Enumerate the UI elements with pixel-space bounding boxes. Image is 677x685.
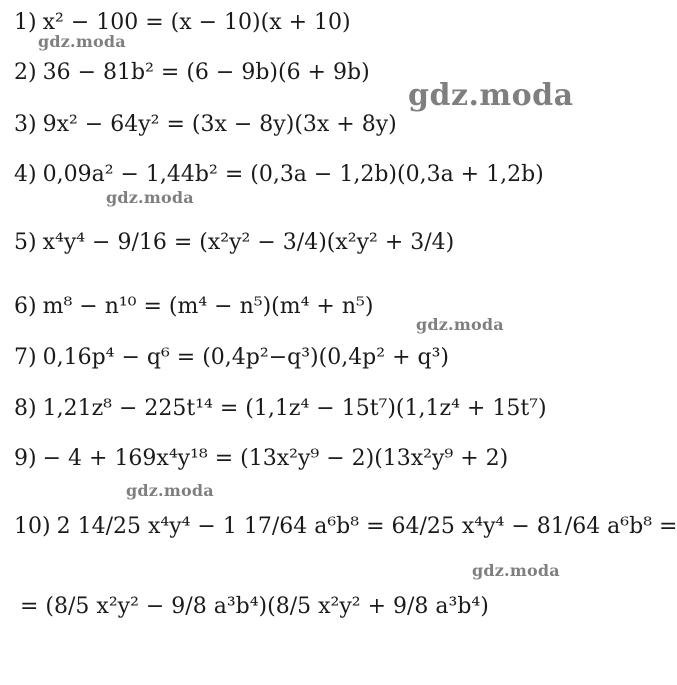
exercise-line-2 [14, 58, 370, 88]
exercise-line-5 [14, 228, 454, 258]
exercise-expression: 2 14/25 x⁴y⁴ − 1 17/64 a⁶b⁸ = 64/25 x⁴y⁴ − 81/64 a⁶b⁸ = [56, 514, 677, 539]
exercise-line-10-continuation [14, 592, 489, 622]
exercise-expression: − 4 + 169x⁴y¹⁸ = (13x²y⁹ − 2)(13x²y⁹ + 2) [42, 446, 509, 471]
exercise-expression: 36 − 81b² = (6 − 9b)(6 + 9b) [42, 60, 370, 85]
exercise-number: 1) [14, 10, 37, 35]
exercise-line-9 [14, 444, 508, 474]
exercise-number: 8) [14, 396, 37, 421]
exercise-expression: x² − 100 = (x − 10)(x + 10) [42, 10, 351, 35]
exercise-line-8 [14, 394, 547, 424]
exercise-expression: m⁸ − n¹⁰ = (m⁴ − n⁵)(m⁴ + n⁵) [42, 294, 374, 319]
exercise-expression: 1,21z⁸ − 225t¹⁴ = (1,1z⁴ − 15t⁷)(1,1z⁴ + 15t⁷) [42, 396, 547, 421]
exercise-number: 7) [14, 345, 37, 370]
exercise-number: 4) [14, 162, 37, 187]
watermark: gdz.moda [416, 315, 504, 334]
exercise-number: 5) [14, 230, 37, 255]
exercise-expression: = (8/5 x²y² − 9/8 a³b⁴)(8/5 x²y² + 9/8 a³b⁴) [20, 594, 489, 619]
exercise-number: 9) [14, 446, 37, 471]
watermark: gdz.moda [126, 481, 214, 500]
watermark: gdz.moda [106, 188, 194, 207]
exercise-number: 10) [14, 514, 51, 539]
watermark: gdz.moda [472, 561, 560, 580]
watermark: gdz.moda [408, 78, 574, 113]
exercise-line-4 [14, 160, 544, 190]
exercise-number: 3) [14, 112, 37, 137]
exercise-line-6 [14, 292, 373, 322]
exercise-line-3 [14, 110, 397, 140]
exercise-expression: 0,09a² − 1,44b² = (0,3a − 1,2b)(0,3a + 1,2b) [42, 162, 544, 187]
exercise-number: 2) [14, 60, 37, 85]
exercise-expression: 0,16p⁴ − q⁶ = (0,4p²−q³)(0,4p² + q³) [42, 345, 449, 370]
exercise-line-10 [14, 512, 677, 542]
exercise-number: 6) [14, 294, 37, 319]
exercise-line-7 [14, 343, 449, 373]
watermark: gdz.moda [38, 32, 126, 51]
exercise-expression: 9x² − 64y² = (3x − 8y)(3x + 8y) [42, 112, 397, 137]
exercise-expression: x⁴y⁴ − 9/16 = (x²y² − 3/4)(x²y² + 3/4) [42, 230, 455, 255]
